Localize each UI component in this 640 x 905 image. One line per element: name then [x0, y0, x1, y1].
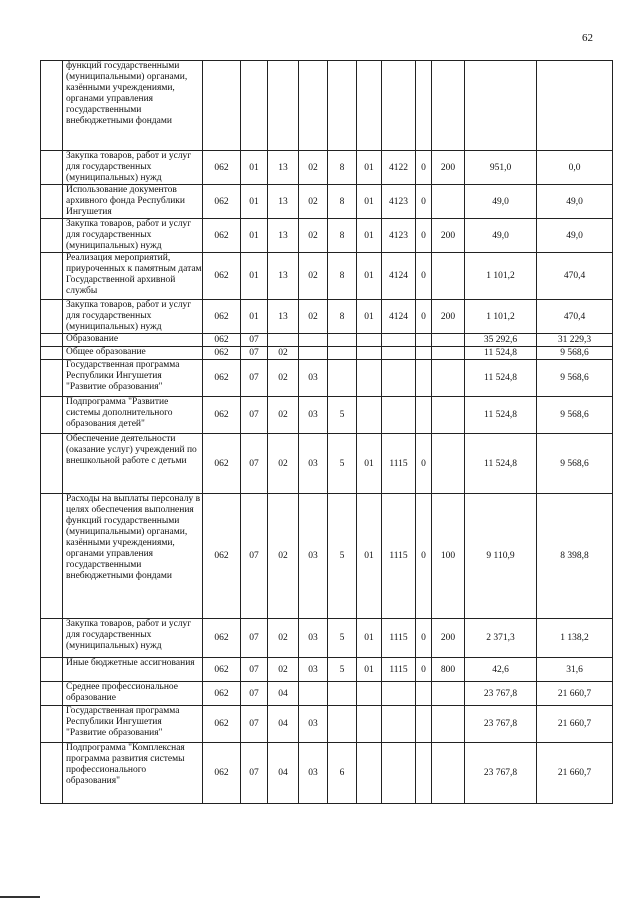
amount-2016: 1 101,2 — [465, 300, 537, 334]
amount-2016: 9 110,9 — [465, 494, 537, 619]
spacer-cell — [41, 253, 63, 300]
amount-2017: 21 660,7 — [537, 743, 613, 804]
amount-2016: 23 767,8 — [465, 743, 537, 804]
spacer-cell — [41, 334, 63, 347]
spacer-cell — [41, 682, 63, 706]
sub-direction-code: 0 — [416, 658, 432, 682]
program-code — [299, 682, 328, 706]
section-code: 01 — [241, 185, 268, 219]
subsection-code — [268, 61, 299, 151]
subprogram-code — [328, 682, 357, 706]
amount-2016: 23 767,8 — [465, 706, 537, 743]
ministry-code: 062 — [203, 658, 241, 682]
section-code: 07 — [241, 743, 268, 804]
expense-type-code: 200 — [432, 300, 465, 334]
amount-2017: 8 398,8 — [537, 494, 613, 619]
program-code: 02 — [299, 151, 328, 185]
ministry-code: 062 — [203, 253, 241, 300]
program-code: 03 — [299, 434, 328, 494]
amount-2016: 1 101,2 — [465, 253, 537, 300]
spacer-cell — [41, 743, 63, 804]
table-row — [41, 300, 613, 334]
row-name: Закупка товаров, работ и услуг для государственных (муниципальных) нужд — [63, 300, 203, 334]
sub-direction-code — [416, 360, 432, 397]
table-row — [41, 61, 613, 151]
sub-direction-code — [416, 61, 432, 151]
amount-2017: 9 568,6 — [537, 434, 613, 494]
ministry-code: 062 — [203, 743, 241, 804]
section-code: 07 — [241, 658, 268, 682]
row-name: Среднее профессиональное образование — [63, 682, 203, 706]
main-event-code — [357, 61, 382, 151]
sub-direction-code: 0 — [416, 253, 432, 300]
sub-direction-code — [416, 706, 432, 743]
subsection-code: 02 — [268, 434, 299, 494]
amount-2017: 21 660,7 — [537, 706, 613, 743]
subprogram-code: 5 — [328, 494, 357, 619]
row-name: Государственная программа Республики Ингушетия "Развитие образования" — [63, 360, 203, 397]
main-event-code: 01 — [357, 300, 382, 334]
subsection-code: 13 — [268, 300, 299, 334]
section-code: 07 — [241, 434, 268, 494]
main-event-code — [357, 682, 382, 706]
subprogram-code — [328, 61, 357, 151]
sub-direction-code: 0 — [416, 300, 432, 334]
subsection-code: 13 — [268, 219, 299, 253]
expense-type-code — [432, 253, 465, 300]
subsection-code: 13 — [268, 185, 299, 219]
amount-2017: 0,0 — [537, 151, 613, 185]
spacer-cell — [41, 397, 63, 434]
amount-2017: 31 229,3 — [537, 334, 613, 347]
subsection-code: 13 — [268, 253, 299, 300]
subprogram-code — [328, 706, 357, 743]
ministry-code: 062 — [203, 360, 241, 397]
table-row — [41, 347, 613, 360]
table-row — [41, 334, 613, 347]
amount-2016: 11 524,8 — [465, 397, 537, 434]
main-event-code: 01 — [357, 658, 382, 682]
table-row — [41, 397, 613, 434]
section-code: 07 — [241, 347, 268, 360]
program-code: 03 — [299, 658, 328, 682]
ministry-code: 062 — [203, 219, 241, 253]
direction-code: 4123 — [382, 219, 416, 253]
direction-code — [382, 360, 416, 397]
spacer-cell — [41, 706, 63, 743]
sub-direction-code: 0 — [416, 434, 432, 494]
row-name: функций государственными (муниципальными) органами, казёнными учреждениями, органами управления государственными внебюджетными фондами — [63, 61, 203, 151]
main-event-code: 01 — [357, 494, 382, 619]
section-code: 07 — [241, 360, 268, 397]
main-event-code: 01 — [357, 434, 382, 494]
amount-2016: 23 767,8 — [465, 682, 537, 706]
table-row — [41, 494, 613, 619]
amount-2016: 11 524,8 — [465, 360, 537, 397]
spacer-cell — [41, 300, 63, 334]
direction-code: 4122 — [382, 151, 416, 185]
section-code: 07 — [241, 706, 268, 743]
amount-2017: 21 660,7 — [537, 682, 613, 706]
program-code: 03 — [299, 494, 328, 619]
section-code — [241, 61, 268, 151]
page-number: 62 — [582, 32, 593, 44]
spacer-cell — [41, 658, 63, 682]
subsection-code: 13 — [268, 151, 299, 185]
direction-code — [382, 743, 416, 804]
amount-2017: 49,0 — [537, 185, 613, 219]
subsection-code: 04 — [268, 682, 299, 706]
spacer-cell — [41, 219, 63, 253]
subprogram-code — [328, 347, 357, 360]
subsection-code: 02 — [268, 347, 299, 360]
subprogram-code — [328, 334, 357, 347]
expense-type-code — [432, 743, 465, 804]
expense-type-code — [432, 706, 465, 743]
table-row — [41, 360, 613, 397]
program-code: 02 — [299, 300, 328, 334]
expense-type-code: 200 — [432, 619, 465, 658]
sub-direction-code: 0 — [416, 151, 432, 185]
amount-2017 — [537, 61, 613, 151]
spacer-cell — [41, 151, 63, 185]
subprogram-code: 6 — [328, 743, 357, 804]
amount-2017: 1 138,2 — [537, 619, 613, 658]
section-code: 01 — [241, 300, 268, 334]
row-name: Закупка товаров, работ и услуг для государственных (муниципальных) нужд — [63, 619, 203, 658]
row-name: Реализация мероприятий, приуроченных к памятным датам Государственной архивной службы — [63, 253, 203, 300]
program-code — [299, 334, 328, 347]
program-code: 02 — [299, 253, 328, 300]
spacer-cell — [41, 61, 63, 151]
sub-direction-code — [416, 743, 432, 804]
spacer-cell — [41, 347, 63, 360]
amount-2016 — [465, 61, 537, 151]
program-code: 02 — [299, 219, 328, 253]
program-code: 03 — [299, 706, 328, 743]
ministry-code: 062 — [203, 185, 241, 219]
subprogram-code: 5 — [328, 619, 357, 658]
main-event-code: 01 — [357, 619, 382, 658]
spacer-cell — [41, 185, 63, 219]
section-code: 07 — [241, 619, 268, 658]
expense-type-code — [432, 347, 465, 360]
table-row — [41, 658, 613, 682]
direction-code: 1115 — [382, 434, 416, 494]
row-name: Общее образование — [63, 347, 203, 360]
direction-code: 4123 — [382, 185, 416, 219]
ministry-code: 062 — [203, 619, 241, 658]
amount-2016: 11 524,8 — [465, 347, 537, 360]
ministry-code: 062 — [203, 347, 241, 360]
amount-2016: 2 371,3 — [465, 619, 537, 658]
sub-direction-code — [416, 682, 432, 706]
direction-code — [382, 61, 416, 151]
ministry-code: 062 — [203, 706, 241, 743]
subprogram-code: 8 — [328, 185, 357, 219]
expense-type-code — [432, 61, 465, 151]
row-name: Закупка товаров, работ и услуг для государственных (муниципальных) нужд — [63, 219, 203, 253]
ministry-code: 062 — [203, 397, 241, 434]
amount-2016: 35 292,6 — [465, 334, 537, 347]
subsection-code: 02 — [268, 619, 299, 658]
spacer-cell — [41, 494, 63, 619]
program-code — [299, 347, 328, 360]
ministry-code — [203, 61, 241, 151]
expense-type-code: 800 — [432, 658, 465, 682]
amount-2016: 42,6 — [465, 658, 537, 682]
sub-direction-code — [416, 334, 432, 347]
row-name: Государственная программа Республики Ингушетия "Развитие образования" — [63, 706, 203, 743]
amount-2017: 470,4 — [537, 253, 613, 300]
sub-direction-code: 0 — [416, 185, 432, 219]
amount-2017: 9 568,6 — [537, 397, 613, 434]
main-event-code — [357, 360, 382, 397]
program-code: 02 — [299, 185, 328, 219]
section-code: 07 — [241, 397, 268, 434]
ministry-code: 062 — [203, 300, 241, 334]
table-row — [41, 706, 613, 743]
budget-table — [40, 60, 613, 804]
subsection-code: 02 — [268, 658, 299, 682]
row-name: Расходы на выплаты персоналу в целях обеспечения выполнения функций государственными (муниципальными) органами, казёнными учреждениями, органами управления государственными внебюджетными фондами — [63, 494, 203, 619]
row-name: Подпрограмма "Комплексная программа развития системы профессионального образования" — [63, 743, 203, 804]
sub-direction-code: 0 — [416, 494, 432, 619]
amount-2017: 49,0 — [537, 219, 613, 253]
subprogram-code: 5 — [328, 434, 357, 494]
amount-2017: 9 568,6 — [537, 347, 613, 360]
spacer-cell — [41, 360, 63, 397]
table-row — [41, 619, 613, 658]
expense-type-code — [432, 434, 465, 494]
main-event-code — [357, 347, 382, 360]
table-row — [41, 434, 613, 494]
table-row — [41, 151, 613, 185]
program-code: 03 — [299, 360, 328, 397]
subprogram-code: 8 — [328, 300, 357, 334]
sub-direction-code: 0 — [416, 219, 432, 253]
table-row — [41, 253, 613, 300]
direction-code: 1115 — [382, 619, 416, 658]
direction-code — [382, 682, 416, 706]
direction-code — [382, 397, 416, 434]
expense-type-code — [432, 334, 465, 347]
subprogram-code: 8 — [328, 151, 357, 185]
table-row — [41, 682, 613, 706]
amount-2016: 49,0 — [465, 185, 537, 219]
amount-2016: 11 524,8 — [465, 434, 537, 494]
main-event-code — [357, 743, 382, 804]
section-code: 07 — [241, 334, 268, 347]
row-name: Использование документов архивного фонда Республики Ингушетия — [63, 185, 203, 219]
amount-2016: 49,0 — [465, 219, 537, 253]
section-code: 01 — [241, 219, 268, 253]
program-code — [299, 61, 328, 151]
subsection-code: 02 — [268, 494, 299, 619]
amount-2017: 31,6 — [537, 658, 613, 682]
subprogram-code: 5 — [328, 658, 357, 682]
scan-artifact-line — [0, 896, 40, 898]
section-code: 07 — [241, 494, 268, 619]
expense-type-code — [432, 360, 465, 397]
ministry-code: 062 — [203, 151, 241, 185]
main-event-code — [357, 397, 382, 434]
subsection-code: 02 — [268, 397, 299, 434]
subprogram-code — [328, 360, 357, 397]
section-code: 07 — [241, 682, 268, 706]
expense-type-code: 200 — [432, 219, 465, 253]
subprogram-code: 8 — [328, 219, 357, 253]
main-event-code: 01 — [357, 219, 382, 253]
row-name: Обеспечение деятельности (оказание услуг) учреждений по внешкольной работе с детьми — [63, 434, 203, 494]
sub-direction-code — [416, 397, 432, 434]
spacer-cell — [41, 434, 63, 494]
spacer-cell — [41, 619, 63, 658]
program-code: 03 — [299, 743, 328, 804]
ministry-code: 062 — [203, 682, 241, 706]
row-name: Подпрограмма "Развитие системы дополнительного образования детей" — [63, 397, 203, 434]
main-event-code: 01 — [357, 253, 382, 300]
ministry-code: 062 — [203, 494, 241, 619]
amount-2017: 470,4 — [537, 300, 613, 334]
expense-type-code — [432, 397, 465, 434]
subprogram-code: 8 — [328, 253, 357, 300]
row-name: Иные бюджетные ассигнования — [63, 658, 203, 682]
main-event-code — [357, 706, 382, 743]
expense-type-code — [432, 185, 465, 219]
program-code: 03 — [299, 619, 328, 658]
direction-code: 4124 — [382, 300, 416, 334]
expense-type-code — [432, 682, 465, 706]
expense-type-code: 200 — [432, 151, 465, 185]
table-row — [41, 185, 613, 219]
program-code: 03 — [299, 397, 328, 434]
row-name: Образование — [63, 334, 203, 347]
main-event-code — [357, 334, 382, 347]
table-row — [41, 743, 613, 804]
amount-2017: 9 568,6 — [537, 360, 613, 397]
direction-code — [382, 706, 416, 743]
amount-2016: 951,0 — [465, 151, 537, 185]
subsection-code — [268, 334, 299, 347]
subsection-code: 04 — [268, 706, 299, 743]
row-name: Закупка товаров, работ и услуг для государственных (муниципальных) нужд — [63, 151, 203, 185]
direction-code: 4124 — [382, 253, 416, 300]
section-code: 01 — [241, 151, 268, 185]
sub-direction-code — [416, 347, 432, 360]
subsection-code: 02 — [268, 360, 299, 397]
table-row — [41, 219, 613, 253]
subprogram-code: 5 — [328, 397, 357, 434]
direction-code — [382, 347, 416, 360]
direction-code — [382, 334, 416, 347]
subsection-code: 04 — [268, 743, 299, 804]
expense-type-code: 100 — [432, 494, 465, 619]
main-event-code: 01 — [357, 151, 382, 185]
main-event-code: 01 — [357, 185, 382, 219]
section-code: 01 — [241, 253, 268, 300]
sub-direction-code: 0 — [416, 619, 432, 658]
direction-code: 1115 — [382, 494, 416, 619]
ministry-code: 062 — [203, 334, 241, 347]
direction-code: 1115 — [382, 658, 416, 682]
ministry-code: 062 — [203, 434, 241, 494]
